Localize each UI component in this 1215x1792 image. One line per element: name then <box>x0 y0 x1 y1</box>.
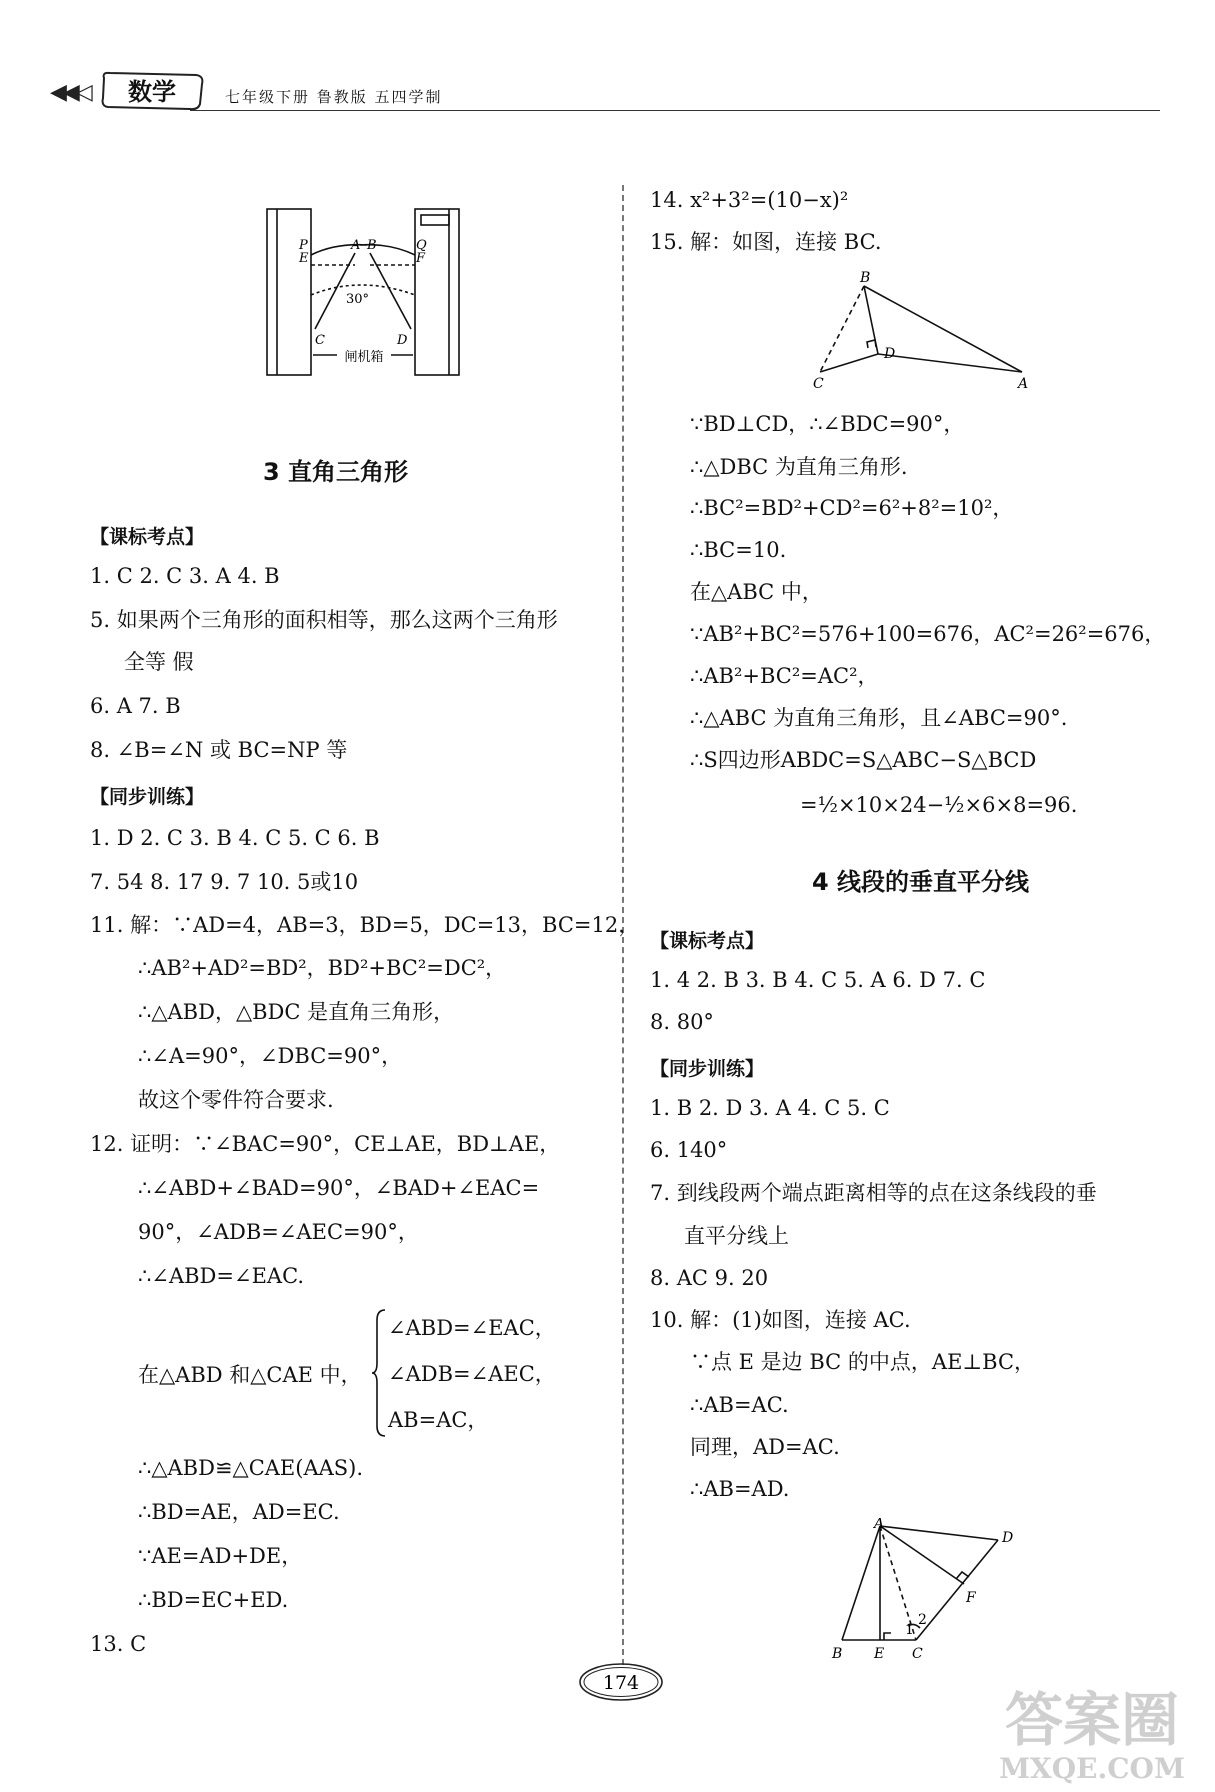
answer-line: =½×10×24−½×6×8=96. <box>800 793 1078 817</box>
svg-text:C: C <box>912 1646 923 1660</box>
answer-line: 同理，AD=AC. <box>690 1435 840 1459</box>
subject-logo <box>98 70 206 112</box>
svg-text:A: A <box>874 1518 885 1532</box>
section-title-4: 4 线段的垂直平分线 <box>812 868 1030 896</box>
answer-line: 11. 解：∵AD=4，AB=3，BD=5，DC=13，BC=12， <box>90 913 640 937</box>
svg-text:闸机箱: 闸机箱 <box>344 350 384 365</box>
answer-line: 8. AC 9. 20 <box>650 1266 769 1290</box>
answer-line: ∴BD=EC+ED. <box>138 1588 289 1612</box>
answer-line: AB=AC， <box>388 1408 489 1432</box>
answer-line: ∴BC²=BD²+CD²=6²+8²=10²， <box>690 496 1014 520</box>
svg-text:A: A <box>351 238 361 253</box>
answer-line: 1. C 2. C 3. A 4. B <box>90 564 280 588</box>
answer-line: ∴∠A=90°，∠DBC=90°， <box>138 1044 403 1068</box>
svg-text:F: F <box>966 1590 976 1606</box>
answer-line: 1. B 2. D 3. A 4. C 5. C <box>650 1096 890 1120</box>
svg-text:E: E <box>299 251 309 266</box>
svg-text:2: 2 <box>918 1612 927 1628</box>
answer-line: ∴∠ABD=∠EAC. <box>138 1264 305 1288</box>
svg-text:B: B <box>367 238 377 253</box>
answer-line: 直平分线上 <box>684 1224 789 1248</box>
svg-text:A: A <box>1018 376 1029 392</box>
answer-line: 10. 解：(1)如图，连接 AC. <box>650 1308 911 1332</box>
svg-text:C: C <box>315 333 325 348</box>
answer-line: ∴△DBC 为直角三角形. <box>690 455 908 479</box>
svg-text:Q: Q <box>416 238 427 253</box>
svg-text:C: C <box>813 376 824 392</box>
svg-text:D: D <box>397 333 408 348</box>
answer-line: 14. x²+3²=(10−x)² <box>650 188 849 212</box>
answer-line: ∴∠ABD+∠BAD=90°，∠BAD+∠EAC= <box>138 1176 540 1200</box>
svg-text:30°: 30° <box>346 292 370 307</box>
answer-line: 1. D 2. C 3. B 4. C 5. C 6. B <box>90 826 380 850</box>
answer-line: 8. 80° <box>650 1010 714 1034</box>
answer-line: 故这个零件符合要求. <box>138 1088 334 1112</box>
answer-line: 15. 解：如图，连接 BC. <box>650 230 882 254</box>
gate-figure <box>255 205 470 400</box>
svg-text:P: P <box>299 238 308 253</box>
watermark <box>977 1676 1207 1786</box>
subheading: 【同步训练】 <box>90 786 205 808</box>
svg-text:D: D <box>884 346 896 362</box>
page-number-badge <box>577 1660 665 1704</box>
answer-line: 全等 假 <box>124 650 194 674</box>
answer-line: 90°，∠ADB=∠AEC=90°， <box>138 1220 419 1244</box>
book-subtitle: 七年级下册 鲁教版 五四学制 <box>225 88 443 106</box>
answer-line: ∴AB²+BC²=AC²， <box>690 664 879 688</box>
svg-text:答案圈: 答案圈 <box>1004 1686 1180 1754</box>
svg-text:MXQE.COM: MXQE.COM <box>999 1752 1185 1785</box>
answer-line: 6. A 7. B <box>90 694 181 718</box>
answer-line: ∠ADB=∠AEC， <box>388 1362 556 1386</box>
answer-line: ∠ABD=∠EAC， <box>388 1316 556 1340</box>
answer-line: 7. 54 8. 17 9. 7 10. 5或10 <box>90 870 359 894</box>
answer-line: 在△ABC 中， <box>690 580 823 604</box>
subheading: 【课标考点】 <box>650 930 765 952</box>
answer-line: ∴AB=AD. <box>690 1477 790 1501</box>
subheading: 【课标考点】 <box>90 526 205 548</box>
answer-line: 5. 如果两个三角形的面积相等，那么这两个三角形 <box>90 608 558 632</box>
answer-line: ∴△ABC 为直角三角形，且∠ABC=90°. <box>690 706 1068 730</box>
svg-text:F: F <box>416 251 426 266</box>
answer-line: ∴AB²+AD²=BD²，BD²+BC²=DC²， <box>138 956 507 980</box>
answer-line: ∵点 E 是边 BC 的中点，AE⊥BC， <box>690 1350 1036 1374</box>
answer-line: ∴AB=AC. <box>690 1393 789 1417</box>
svg-text:B: B <box>832 1646 843 1660</box>
section-title-3: 3 直角三角形 <box>263 458 409 486</box>
logo-text: 数学 <box>128 77 176 106</box>
answer-line: ∵AE=AD+DE， <box>138 1544 303 1568</box>
svg-text:1: 1 <box>905 1622 914 1638</box>
header-rule <box>190 110 1160 111</box>
brace-icon <box>371 1308 387 1438</box>
answer-line: 6. 140° <box>650 1138 728 1162</box>
answer-line: ∵AB²+BC²=576+100=676，AC²=26²=676， <box>690 622 1166 646</box>
answer-line: ∴△ABD≌△CAE(AAS). <box>138 1456 364 1480</box>
triangle-figure-15 <box>812 268 1037 393</box>
page-number: 174 <box>602 1672 640 1694</box>
answer-line: 1. 4 2. B 3. B 4. C 5. A 6. D 7. C <box>650 968 986 992</box>
answer-line: ∴△ABD，△BDC 是直角三角形， <box>138 1000 455 1024</box>
answer-line: ∴BD=AE，AD=EC. <box>138 1500 340 1524</box>
arrow-decoration-icon: ◀◀◁ <box>50 80 89 105</box>
answer-line: ∴S四边形ABDC=S△ABC−S△BCD <box>690 748 1037 772</box>
svg-text:B: B <box>860 270 871 286</box>
answer-line: 12. 证明：∵∠BAC=90°，CE⊥AE，BD⊥AE， <box>90 1132 561 1156</box>
svg-text:D: D <box>1002 1530 1014 1546</box>
answer-line: ∵BD⊥CD，∴∠BDC=90°， <box>690 412 965 436</box>
subheading: 【同步训练】 <box>650 1058 765 1080</box>
answer-line: 13. C <box>90 1632 147 1656</box>
answer-line: 7. 到线段两个端点距离相等的点在这条线段的垂 <box>650 1181 1097 1205</box>
page-header <box>40 58 1160 118</box>
svg-text:E: E <box>874 1646 885 1660</box>
answer-line: 8. ∠B=∠N 或 BC=NP 等 <box>90 738 348 762</box>
quadrilateral-figure-10 <box>828 1518 1028 1660</box>
answer-line: 在△ABD 和△CAE 中， <box>138 1363 362 1387</box>
answer-line: ∴BC=10. <box>690 538 787 562</box>
